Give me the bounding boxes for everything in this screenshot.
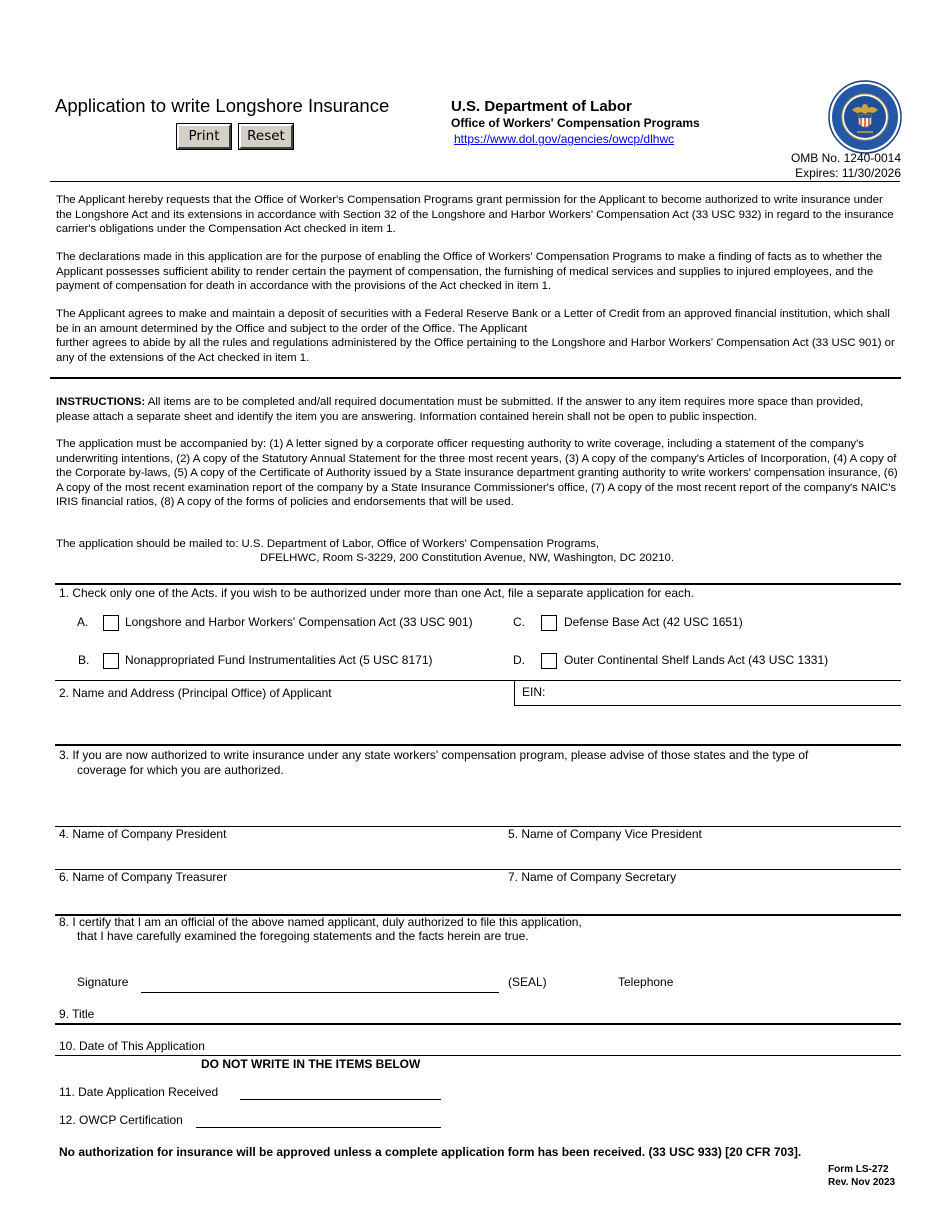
option-d-letter: D. <box>513 653 525 667</box>
intro-paragraph-1: The Applicant hereby requests that the Office of Worker's Compensation Programs grant permission for the Applicant to become authorized to write insurance under the Longshore Act and its extensions in accordance with Section 32 of the Longshore and Harbor Workers' Compensation Act (33 USC 932) in regard to the insurance carrier's obligations under the Compensation Act checked in item 1. <box>56 194 894 235</box>
omb-number: OMB No. 1240-0014 <box>790 151 901 165</box>
instructions-text: All items are to be completed and/all required documentation must be submitted. If the answer to any item requires more space than provided, please attach a separate sheet and identify the item you are answering. Information contained herein shall not be open to public inspection. <box>56 396 864 423</box>
form-number: Form LS-272 <box>828 1164 889 1175</box>
item-12-label: 12. OWCP Certification <box>59 1113 183 1127</box>
footer-notice: No authorization for insurance will be approved unless a complete application form has been received. (33 USC 933) [20 CFR 703]. <box>59 1145 802 1159</box>
item-7-label: 7. Name of Company Secretary <box>508 870 677 884</box>
divider <box>50 181 900 182</box>
form-title: Application to write Longshore Insurance <box>55 95 390 116</box>
mailing-address-line-1: The application should be mailed to: U.S. Department of Labor, Office of Workers' Compensation Programs, <box>56 538 600 550</box>
intro-paragraph-3a: The Applicant agrees to make and maintain a deposit of securities with a Federal Reserve Bank or a Letter of Credit from an approved financial institution, which shall be in an amount determined by the Office and subject to the order of the Office. The Applicant <box>56 308 890 335</box>
telephone-label: Telephone <box>618 975 674 989</box>
divider <box>55 1055 901 1056</box>
item-2-label: 2. Name and Address (Principal Office) of Applicant <box>59 686 332 700</box>
option-a-checkbox[interactable] <box>103 615 119 631</box>
item-3-line-1: 3. If you are now authorized to write insurance under any state workers' compensation program, please advise of those states and the type of <box>59 748 809 762</box>
item-10-label: 10. Date of This Application <box>59 1039 205 1053</box>
option-b-checkbox[interactable] <box>103 653 119 669</box>
item-8-line-2: that I have carefully examined the foregoing statements and the facts herein are true. <box>77 929 529 943</box>
form-revision: Rev. Nov 2023 <box>828 1177 896 1188</box>
ein-divider <box>514 681 515 706</box>
divider <box>55 1023 901 1025</box>
office-use-heading: DO NOT WRITE IN THE ITEMS BELOW <box>201 1057 421 1071</box>
agency-link[interactable]: https://www.dol.gov/agencies/owcp/dlhwc <box>454 132 675 146</box>
office-name: Office of Workers' Compensation Programs <box>451 116 700 130</box>
owcp-certification-field[interactable] <box>196 1127 441 1128</box>
divider <box>50 377 901 379</box>
ein-label: EIN: <box>522 685 546 699</box>
divider <box>55 583 901 585</box>
option-d-checkbox[interactable] <box>541 653 557 669</box>
ein-field-line[interactable] <box>514 705 901 706</box>
option-a-letter: A. <box>77 615 89 629</box>
instructions <box>56 395 898 424</box>
item-4-label: 4. Name of Company President <box>59 827 227 841</box>
date-received-field[interactable] <box>240 1099 441 1100</box>
option-b-label: Nonappropriated Fund Instrumentalities Act (5 USC 8171) <box>125 653 433 667</box>
signature-label: Signature <box>77 975 129 989</box>
intro-paragraph-3b: further agrees to abide by all the rules and regulations administered by the Office pertaining to the Longshore and Harbor Workers' Compensation Act (33 USC 901) or any of the extensions of the Act checked in item 1. <box>56 337 895 364</box>
item-9-label: 9. Title <box>59 1007 95 1021</box>
intro-paragraph-2: The declarations made in this application are for the purpose of enabling the Office of Workers' Compensation Programs to make a finding of facts as to whether the Applicant possesses sufficient ability to render certain the payment of compensation, the furnishing of medical services and supplies to injured employees, and the payment of compensation for death in accordance with the provisions of the Act checked in item 1. <box>56 251 883 292</box>
divider <box>55 680 901 681</box>
item-1-label: 1. Check only one of the Acts. if you wish to be authorized under more than one Act, file a separate application for each. <box>59 586 695 600</box>
omb-info <box>791 151 901 180</box>
item-11-label: 11. Date Application Received <box>59 1085 219 1099</box>
dol-seal-icon <box>828 80 902 154</box>
option-b-letter: B. <box>78 653 90 667</box>
expiration-date: Expires: 11/30/2026 <box>795 165 901 180</box>
mailing-address-line-2: DFELHWC, Room S-3229, 200 Constitution Avenue, NW, Washington, DC 20210. <box>260 552 675 564</box>
accompany-requirements: The application must be accompanied by: (1) A letter signed by a corporate officer requesting authority to write coverage, including a statement of the company's underwriting intentions, (2) A copy of the Statutory Annual Statement for the three most recent years, (3) A copy of the company's Articles of Incorporation, (4) A copy of the Corporate by-laws, (5) A copy of the Certificate of Authority issued by a State insurance department granting authority to write workers' compensation insurance, (6) A copy of the most recent examination report of the company by a State Insurance Commissioner's office, (7) A copy of the most recent report of the company's NAIC's IRIS financial ratios, (8) A copy of the forms of policies and endorsements that will be used. <box>56 438 898 508</box>
option-d-label: Outer Continental Shelf Lands Act (43 USC 1331) <box>564 653 829 667</box>
option-a-label: Longshore and Harbor Workers' Compensation Act (33 USC 901) <box>125 615 473 629</box>
divider <box>55 744 901 746</box>
item-8-line-1: 8. I certify that I am an official of the above named applicant, duly authorized to file this application, <box>59 915 582 929</box>
signature-field[interactable] <box>141 992 499 993</box>
item-5-label: 5. Name of Company Vice President <box>508 827 702 841</box>
option-c-label: Defense Base Act (42 USC 1651) <box>564 615 743 629</box>
item-6-label: 6. Name of Company Treasurer <box>59 870 228 884</box>
option-c-letter: C. <box>513 615 525 629</box>
intro-paragraph-3 <box>56 307 898 365</box>
item-3-line-2: coverage for which you are authorized. <box>77 763 284 777</box>
seal-label: (SEAL) <box>508 975 547 989</box>
reset-button[interactable]: Reset <box>239 124 293 149</box>
instructions-label: INSTRUCTIONS: <box>56 396 146 408</box>
department-name: U.S. Department of Labor <box>451 98 632 115</box>
print-button[interactable]: Print <box>177 124 231 149</box>
option-c-checkbox[interactable] <box>541 615 557 631</box>
